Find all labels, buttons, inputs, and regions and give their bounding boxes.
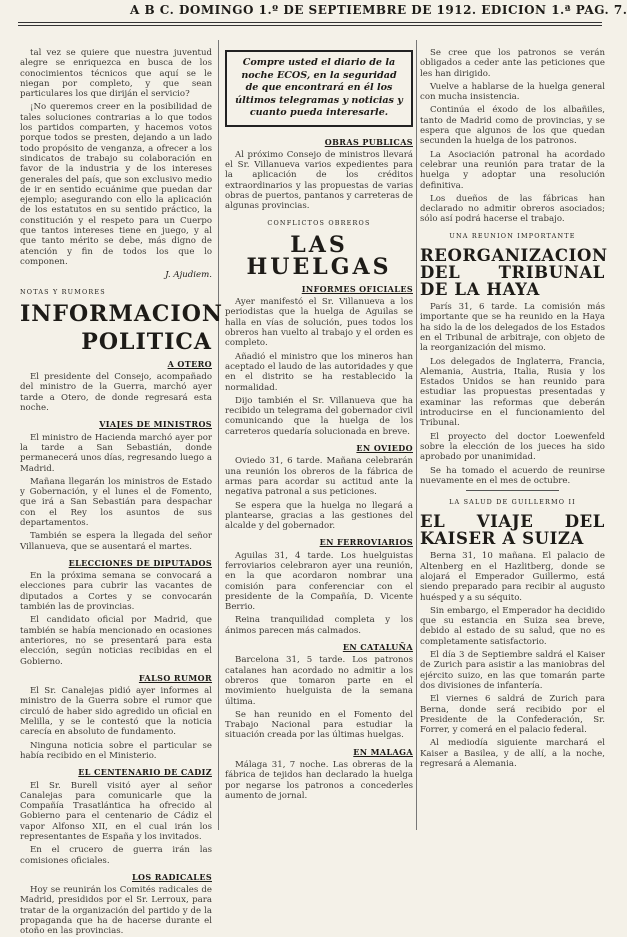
column-1-top xyxy=(20,48,212,267)
column-1 xyxy=(20,48,223,937)
paragraph: Aguilas 31, 4 tarde. Los huelguistas ferroviarios celebraron ayer una reunión, en la que acordaron nombrar una comisión para conferenciar con el presidente de la Compañía, D. Vicente Berrio. xyxy=(225,550,413,613)
paragraph: Se ha tomado el acuerdo de reunirse nuevamente en el mes de octubre. xyxy=(420,465,605,486)
paragraph: Barcelona 31, 5 tarde. Los patronos catalanes han acordado no admitir a los obreros que tomaron parte en el movimiento huelguista de la semana última. xyxy=(225,655,413,707)
paragraph: París 31, 6 tarde. La comisión más importante que se ha reunido en la Haya ha sido la de los delegados de los Estados en el Tribunal de arbitraje, con objeto de la reorganización del mismo. xyxy=(420,302,605,354)
headline-politica: POLITICA xyxy=(81,328,212,355)
paragraph: Añadió el ministro que los mineros han aceptado el laudo de las autoridades y que en el distrito se ha restablecido la normalidad. xyxy=(225,351,413,393)
paragraph: Se cree que los patronos se verán obligados a ceder ante las peticiones que les han dirigido. xyxy=(420,48,605,79)
paragraph: Vuelve a hablarse de la huelga general con mucha insistencia. xyxy=(420,81,605,103)
paragraph: Continúa el éxodo de los albañiles, tanto de Madrid como de provincias, y se espera que algunos de los que quedan secunden la huelga de los patronos. xyxy=(420,105,605,147)
paragraph: Se han reunido en el Fomento del Trabajo Nacional para estudiar la situación creada por las últimas huelgas. xyxy=(225,709,413,741)
paragraph: ¡No queremos creer en la posibilidad de tales soluciones contrarias a lo que todos los partidos comparten, y hacemos votos porque todos se presten, dejando a un lado todo propósito de venganza, a ofrecer a los sindicatos de trabajo su colaboración en favor de la industria y de los intereses generales del país, que son exclusivo medio de ir en sentido ecuánime que puedan dar ejemplo; asegurando con ello la aplicación de los estatutos en su sentido práctico, la constitución y el respeto para un Cuerpo que tantos intereses tiene en juego, y al que tanto mérito se debe, más digno de atención y fin de todos los que lo componen. xyxy=(20,102,212,267)
column-rule-2 xyxy=(416,40,417,830)
paragraph: En el crucero de guerra irán las comisiones oficiales. xyxy=(20,845,212,866)
paragraph: Sin embargo, el Emperador ha decidido que su estancia en Suiza sea breve, debido al estado de su salud, que no es completamente satisfactorio. xyxy=(420,605,605,647)
paragraph: Dijo también el Sr. Villanueva que ha recibido un telegrama del gobernador civil comunicando que la huelga de los carreteros quedaría solucionada en breve. xyxy=(225,395,413,437)
paragraph: Ninguna noticia sobre el particular se había recibido en el Ministerio. xyxy=(20,740,212,761)
paragraph: Se espera que la huelga no llegará a plantearse, gracias a las gestiones del alcalde y del gobernador. xyxy=(225,500,413,532)
section-subheading: ELECCIONES DE DIPUTADOS xyxy=(68,557,212,568)
headline-huelgas: LAS HUELGAS xyxy=(246,231,392,280)
paragraph: Berna 31, 10 mañana. El palacio de Altenberg en el Hazlitberg, donde se alojará el Emperador Guillermo, está siendo preparado para recibir al augusto huésped y a su séquito. xyxy=(420,551,605,603)
article-signature: J. Ajudiem. xyxy=(165,270,212,281)
section-subheading: OBRAS PUBLICAS xyxy=(324,136,413,147)
paragraph: Hoy se reunirán los Comités radicales de Madrid, presididos por el Sr. Lerroux, para tratar de la organización del partido y de la propaganda que ha de hacerse durante el otoño en las provincias. xyxy=(20,885,212,937)
ecos-advert-box: Compre usted el diario de la noche ECOS, en la seguridad de que encontrará en él los últimos telegramas y noticias y cuanto pueda interesarle. xyxy=(225,50,413,127)
masthead-rule xyxy=(18,22,602,23)
paragraph: La Asociación patronal ha acordado celebrar una reunión para tratar de la huelga y adoptar una resolución definitiva. xyxy=(420,149,605,191)
masthead-rule-2 xyxy=(18,25,602,26)
paragraph: Mañana llegarán los ministros de Estado y Gobernación, y el lunes el de Fomento, que irá a San Sebastián para despachar con el Rey los asuntos de sus departamentos. xyxy=(20,476,212,528)
paragraph: El Sr. Canalejas pidió ayer informes al ministro de la Guerra sobre el rumor que circuló de haber sido agredido un oficial en Melilla, y se le contestó que la noticia carecía en absoluto de fundamento. xyxy=(20,686,212,738)
paragraph: Al mediodía siguiente marchará el Kaiser a Basilea, y de allí, a la noche, regresará a Alemania. xyxy=(420,738,605,770)
paragraph: El candidato oficial por Madrid, que también se había mencionado en ocasiones anteriores, no se presentará para esta elección, según noticias recibidas en el Gobierno. xyxy=(20,615,212,667)
paragraph: El proyecto del doctor Loewenfeld sobre la elección de los jueces ha sido aprobado por unanimidad. xyxy=(420,431,605,463)
paragraph: Al próximo Consejo de ministros llevará el Sr. Villanueva varios expedientes para la aplicación de los créditos extraordinarios y las propuestas de varias obras de puertos, pantanos y carreteras de algunas provincias. xyxy=(225,149,414,212)
section-subheading: EN OVIEDO xyxy=(356,443,413,454)
separator xyxy=(466,490,559,491)
section-subheading: EN MALAGA xyxy=(353,746,413,757)
section-notice: UNA REUNION IMPORTANTE xyxy=(449,231,576,240)
section-subheading: VIAJES DE MINISTROS xyxy=(99,419,212,430)
paragraph: En la próxima semana se convocará a elecciones para cubrir las vacantes de diputados a Cortes y se convocarán también las de provincias. xyxy=(20,571,212,613)
column-2 xyxy=(225,48,413,828)
paragraph: El Sr. Burell visitó ayer al señor Canalejas para comunicarle que la Compañía Trasatlántica ha ofrecido al Gobierno para el centenario de Cádiz el vapor Alfonso XII, en el cual irán los representantes de España y los invitados. xyxy=(20,780,212,842)
section-subheading: EN FERROVIARIOS xyxy=(319,537,413,548)
paragraph: El ministro de Hacienda marchó ayer por la tarde a San Sebastián, donde permanecerá unos días, regresando luego a Madrid. xyxy=(20,432,212,474)
headline-informacion: INFORMACION xyxy=(20,300,223,327)
page-masthead: A B C. DOMINGO 1.º DE SEPTIEMBRE DE 1912. EDICION 1.ª PAG. 7. xyxy=(130,3,627,17)
section-subheading: EL CENTENARIO DE CADIZ xyxy=(78,767,212,778)
section-notice: NOTAS Y RUMORES xyxy=(20,287,106,296)
paragraph: Oviedo 31, 6 tarde. Mañana celebrarán una reunión los obreros de la fábrica de armas para acordar su actitud ante la negativa patronal a sus peticiones. xyxy=(225,456,413,498)
headline-kaiser: EL VIAJE DEL KAISER A SUIZA xyxy=(420,512,605,549)
column-3-top xyxy=(420,48,605,225)
paragraph: Ayer manifestó el Sr. Villanueva a los periodistas que la huelga de Aguilas se halla en vías de solución, pues todos los obreros han vuelto al trabajo y el orden es completo. xyxy=(225,297,413,349)
paragraph: El viernes 6 saldrá de Zurich para Berna, donde será recibido por el Presidente de la Confederación, Sr. Forrer, y comerá en el palacio federal. xyxy=(420,694,605,736)
paragraph: El presidente del Consejo, acompañado del ministro de la Guerra, marchó ayer tarde a Otero, de donde regresará esta noche. xyxy=(20,372,212,414)
haya-article xyxy=(420,302,605,486)
column-3 xyxy=(420,48,608,828)
section-subheading: LOS RADICALES xyxy=(132,871,212,882)
paragraph: tal vez se quiere que nuestra juventud alegre se enriquezca en busca de los conocimientos técnicos que aquí se le niegan por completo, y que sean particulares los que diriján el servicio? xyxy=(20,48,212,100)
section-notice: CONFLICTOS OBREROS xyxy=(267,218,371,227)
paragraph: También se espera la llegada del señor Villanueva, que se ausentará el martes. xyxy=(20,531,212,552)
kaiser-article xyxy=(420,551,605,769)
paragraph: Reina tranquilidad completa y los ánimos parecen más calmados. xyxy=(225,615,413,636)
headline-haya: REORGANIZACION DEL TRIBUNAL DE LA HAYA xyxy=(420,246,608,300)
paragraph: Los delegados de Inglaterra, Francia, Alemania, Austria, Italia, Rusia y los Estados Unidos se han reunido para estudiar las propuestas presentadas y examinar las reformas que deberán introducirse en el funcionamiento del Tribunal. xyxy=(420,356,605,429)
section-notice: LA SALUD DE GUILLERMO II xyxy=(449,498,576,507)
section-subheading: EN CATALUÑA xyxy=(342,642,413,653)
section-subheading: A OTERO xyxy=(167,358,212,369)
section-subheading: FALSO RUMOR xyxy=(138,672,212,683)
paragraph: Los dueños de las fábricas han declarado no admitir obreros asociados; sólo así podrá hacerse el trabajo. xyxy=(420,193,605,225)
column-2-sections xyxy=(225,297,413,801)
column-rule-1 xyxy=(218,40,219,830)
paragraph: El día 3 de Septiembre saldrá el Kaiser de Zurich para asistir a las maniobras del ejército suizo, en las que tomarán parte dos divisiones de infantería. xyxy=(420,650,605,691)
section-subheading: INFORMES OFICIALES xyxy=(301,283,413,294)
column-1-sections xyxy=(20,359,212,937)
paragraph: Málaga 31, 7 noche. Las obreras de la fábrica de tejidos han declarado la huelga por negarse los patronos a concederles aumento de jornal. xyxy=(225,760,413,801)
